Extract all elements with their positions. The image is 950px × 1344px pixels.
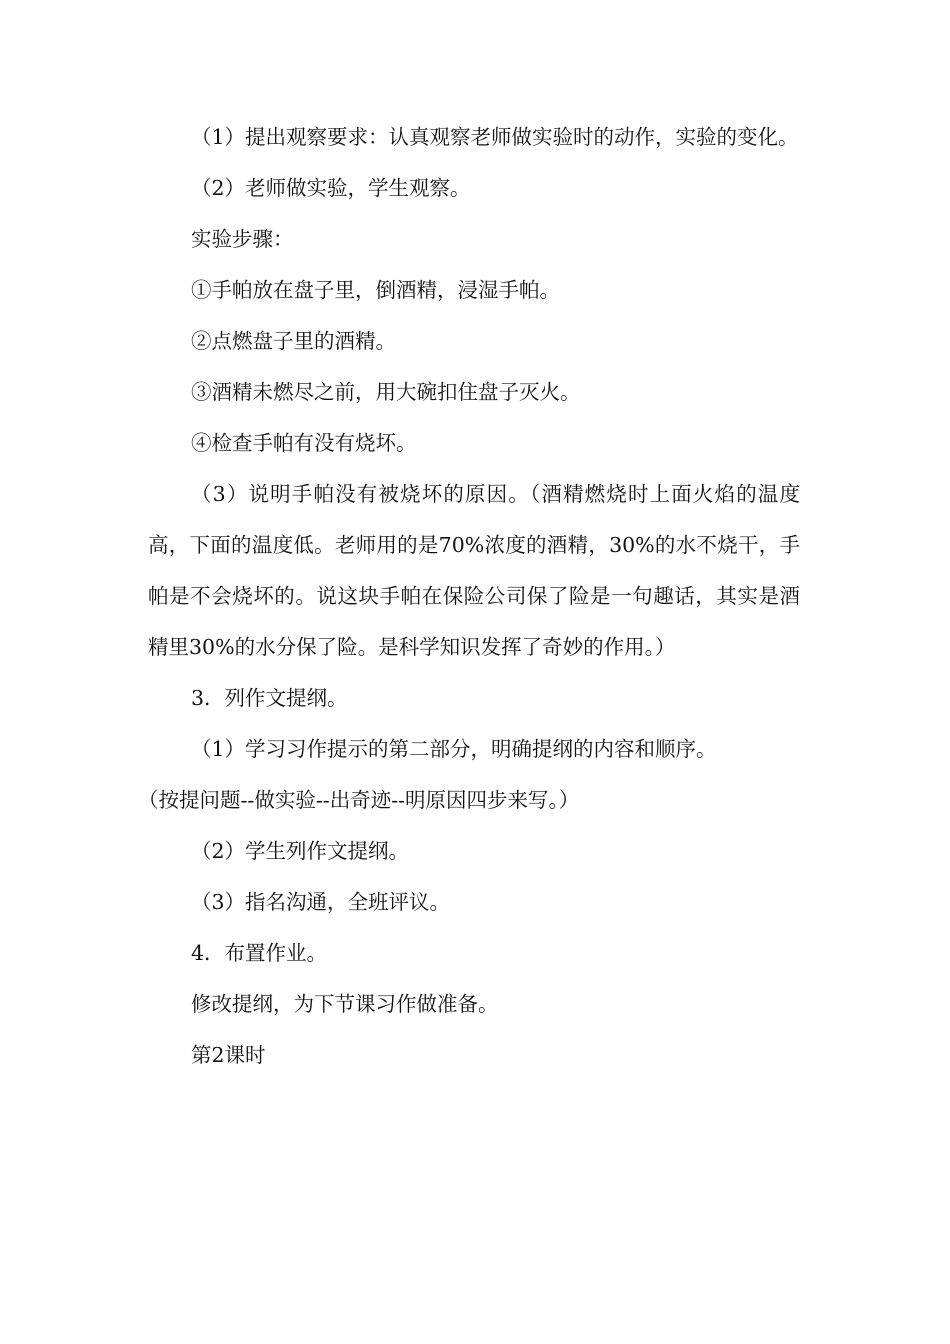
paragraph-homework-heading: 4．布置作业。 (191, 941, 328, 965)
paragraph-step-2: ②点燃盘子里的酒精。 (191, 329, 396, 353)
paragraph-outline-study: （1）学习习作提示的第二部分，明确提纲的内容和顺序。 (191, 737, 717, 761)
paragraph-explanation: （3）说明手帕没有被烧坏的原因。（酒精燃烧时上面火焰的温度高，下面的温度低。老师用的是70%浓度的酒精，30%的水不烧干，手帕是不会烧坏的。说这块手帕在保险公司保了险是一句趣话，其实是酒精里30%的水分保了险。是科学知识发挥了奇妙的作用。） (148, 482, 800, 659)
paragraph-lesson-2: 第2课时 (191, 1043, 266, 1067)
paragraph-outline-heading: 3．列作文提纲。 (191, 686, 348, 710)
paragraph-student-outline: （2）学生列作文提纲。 (191, 839, 410, 863)
paragraph-homework-task: 修改提纲，为下节课习作做准备。 (191, 992, 499, 1016)
paragraph-step-3: ③酒精未燃尽之前，用大碗扣住盘子灭火。 (191, 380, 581, 404)
paragraph-outline-order: （按提问题--做实验--出奇迹--明原因四步来写。） (138, 788, 580, 812)
paragraph-step-1: ①手帕放在盘子里，倒酒精，浸湿手帕。 (191, 278, 560, 302)
paragraph-teacher-experiment: （2）老师做实验，学生观察。 (191, 176, 471, 200)
paragraph-steps-heading: 实验步骤： (191, 227, 294, 251)
document-body (138, 112, 800, 1081)
paragraph-observation-requirement: （1）提出观察要求：认真观察老师做实验时的动作，实验的变化。 (191, 125, 799, 149)
paragraph-step-4: ④检查手帕有没有烧坏。 (191, 431, 417, 455)
paragraph-class-review: （3）指名沟通，全班评议。 (191, 890, 451, 914)
